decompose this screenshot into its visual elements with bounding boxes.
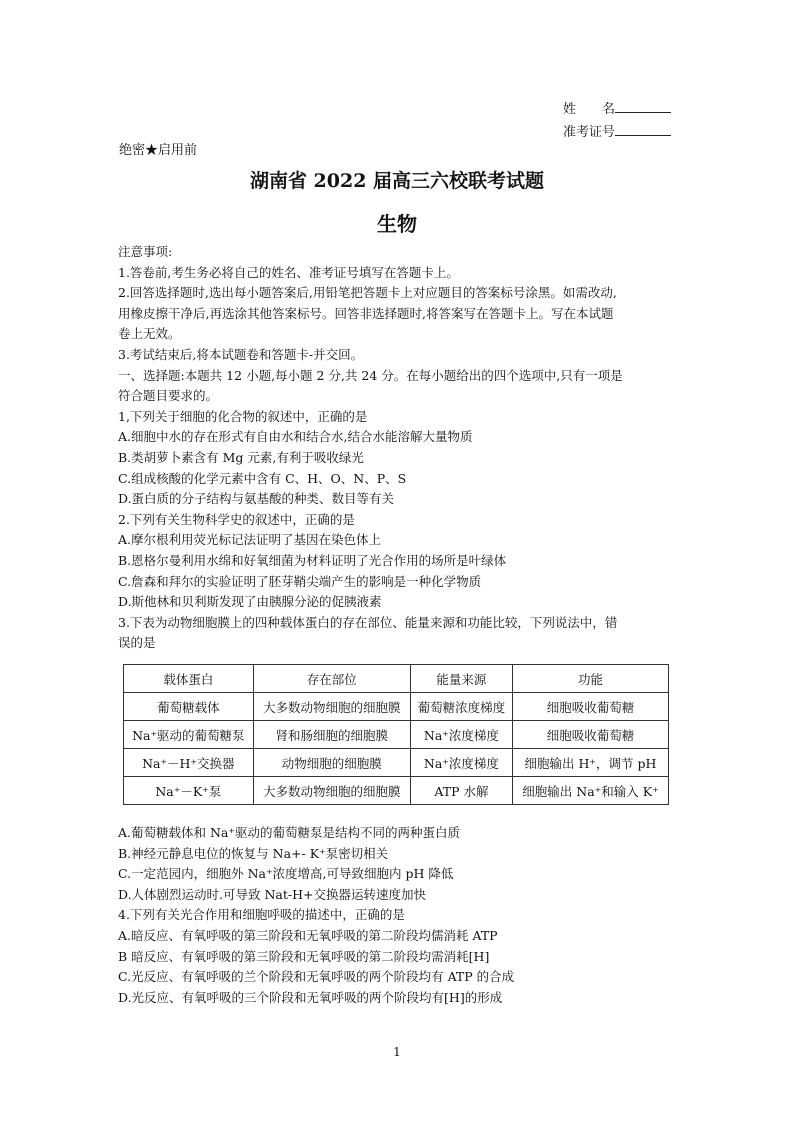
table-row — [124, 693, 669, 721]
table-cell: Na⁺－K⁺泵 — [124, 777, 254, 805]
name-blank — [615, 98, 671, 113]
column-header: 能量来源 — [410, 665, 512, 693]
text-line: 注意事项: — [118, 244, 173, 259]
table-cell: 细胞吸收葡萄糖 — [512, 721, 668, 749]
text-line: C.一定范园内，细胞外 Na⁺浓度增高,可导致细胞内 pH 降低 — [118, 866, 454, 882]
text-line: D.光反应、有氧呼吸的三个阶段和无氧呼吸的两个阶段均有[H]的形成 — [118, 989, 503, 1005]
questions-after-table — [118, 823, 678, 1008]
instructions-and-questions — [118, 242, 678, 654]
carrier-protein-table — [123, 664, 669, 805]
text-line: C.组成核酸的化学元素中含有 C、H、O、N、P、S — [118, 470, 407, 486]
text-line: B.类胡萝卜素含有 Mg 元素,有利于吸收绿光 — [118, 449, 364, 465]
text-line: 3.考试结束后,将本试题卷和答题卡-并交回。 — [118, 346, 364, 362]
id-line — [563, 121, 671, 144]
text-line: D.斯他林和贝利斯发现了由胰腺分泌的促胰液素 — [118, 594, 382, 610]
text-line: C.光反应、有氧呼吸的兰个阶段和无氧呼吸的两个阶段均有 ATP 的合成 — [118, 969, 515, 985]
text-line: D.人体剧烈运动时.可导致 Nat-H+交换器运转速度加快 — [118, 886, 427, 902]
secret-mark: 绝密★启用前 — [119, 143, 198, 158]
table-cell: 肾和肠细胞的细胞膜 — [253, 721, 410, 749]
text-line: 一、选择题:本题共 12 小题,每小题 2 分,共 24 分。在每小题给出的四个选项中,只有一项是 — [118, 367, 623, 383]
text-line: 4.下列有关光合作用和细胞呼吸的描述中，正确的是 — [118, 907, 405, 923]
candidate-info — [563, 98, 671, 144]
text-line: 1.答卷前,考生务必将自己的姓名、准考证号填写在答题卡上。 — [118, 264, 459, 280]
table-cell: 细胞输出 H⁺，调节 pH — [512, 749, 668, 777]
name-line — [563, 98, 671, 121]
table-cell: 动物细胞的细胞膜 — [253, 749, 410, 777]
column-header: 载体蛋白 — [124, 665, 254, 693]
table-cell: 大多数动物细胞的细胞膜 — [253, 693, 410, 721]
text-line: C.詹森和拜尔的实验证明了胚芽鞘尖端产生的影响是一种化学物质 — [118, 573, 482, 589]
page-number: 1 — [393, 1045, 401, 1059]
exam-title: 湖南省 2022 届高三六校联考试题 — [249, 170, 545, 192]
text-line: D.蛋白质的分子结构与氨基酸的种类、数目等有关 — [118, 491, 395, 507]
table-cell: 细胞输出 Na⁺和输入 K⁺ — [512, 777, 668, 805]
text-line: 卷上无效。 — [118, 326, 181, 342]
text-line: A.暗反应、有氧呼吸的第三阶段和无氧呼吸的第二阶段均儒消耗 ATP — [118, 927, 498, 943]
text-line: A.摩尔根利用荧光标记法证明了基因在染色体上 — [118, 532, 382, 548]
table-header-row — [124, 665, 669, 693]
data-table — [123, 664, 669, 805]
table-cell: 大多数动物细胞的细胞膜 — [253, 777, 410, 805]
table-cell: Na⁺驱动的葡萄糖泵 — [124, 721, 254, 749]
text-line: 用橡皮擦干净后,再选涂其他答案标号。回答非选择题时,将答案写在答题卡上。写在本试题 — [118, 305, 614, 321]
column-header: 存在部位 — [253, 665, 410, 693]
text-line: 2.回答选择题时,选出每小题答案后,用铅笔把答题卡上对应题目的答案标号涂黑。如需改动, — [118, 285, 617, 301]
id-label: 准考证号 — [563, 125, 616, 140]
text-line: 1,下列关于细胞的化合物的叙述中，正确的是 — [118, 408, 368, 424]
text-line: B 暗反应、有氧呼吸的第三阶段和无氧呼吸的第二阶段均需消耗[H] — [118, 948, 490, 964]
table-cell: Na⁺浓度梯度 — [410, 721, 512, 749]
table-cell: Na⁺浓度梯度 — [410, 749, 512, 777]
text-line: A.葡萄糖载体和 Na⁺驱动的葡萄糖泵是结构不同的两种蛋白质 — [118, 825, 460, 840]
table-cell: 细胞吸收葡萄糖 — [512, 693, 668, 721]
text-line: A.细胞中水的存在形式有自由水和结合水,结合水能溶解大量物质 — [118, 429, 473, 445]
table-row — [124, 777, 669, 805]
subject-title: 生物 — [377, 212, 417, 236]
text-line: B.恩格尔曼利用水绵和好氧细菌为材料证明了光合作用的场所是叶绿体 — [118, 552, 507, 568]
table-cell: 葡萄糖载体 — [124, 693, 254, 721]
id-blank — [615, 121, 671, 136]
text-line: 符合题目要求的。 — [118, 388, 219, 404]
table-row — [124, 749, 669, 777]
name-label: 姓 名 — [563, 102, 616, 117]
text-line: 误的是 — [118, 635, 156, 651]
text-line: B.神经元静息电位的恢复与 Na+- K⁺泵密切相关 — [118, 845, 389, 861]
column-header: 功能 — [512, 665, 668, 693]
text-line: 3.下表为动物细胞膜上的四种载体蛋白的存在部位、能量来源和功能比较，下列说法中，错 — [118, 614, 618, 630]
table-cell: ATP 水解 — [410, 777, 512, 805]
table-cell: 葡萄糖浓度梯度 — [410, 693, 512, 721]
text-line: 2.下列有关生物科学史的叙述中，正确的是 — [118, 511, 355, 527]
table-cell: Na⁺－H⁺交换器 — [124, 749, 254, 777]
table-row — [124, 721, 669, 749]
